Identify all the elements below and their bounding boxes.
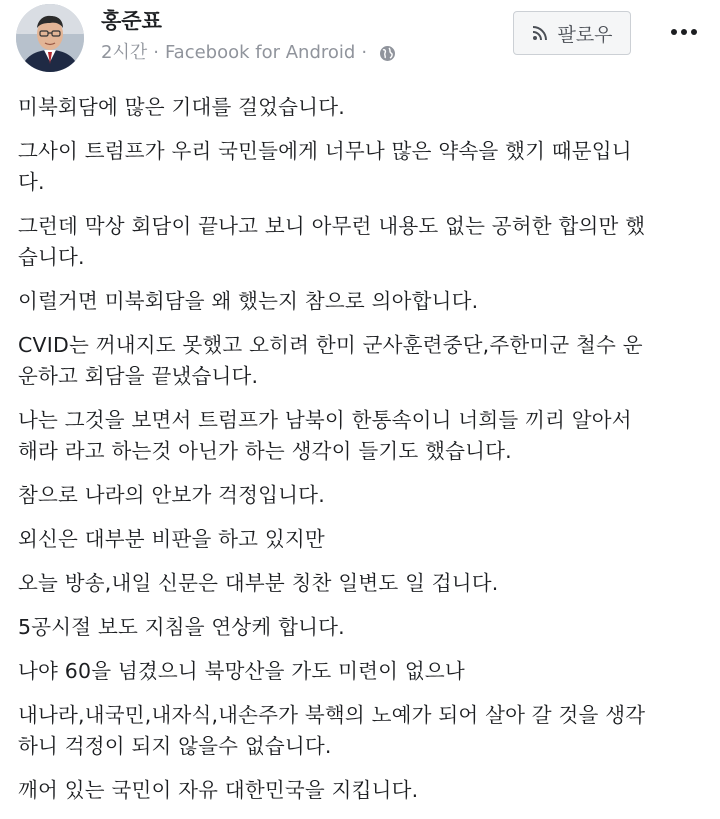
paragraph-line: CVID는 꺼내지도 못했고 오히려 한미 군사훈련중단,주한미군 철수 운 (18, 333, 643, 357)
post-paragraph (18, 92, 708, 123)
more-dot (671, 29, 677, 35)
post-paragraph (18, 136, 708, 198)
more-options-icon[interactable] (664, 19, 704, 45)
post-header (0, 0, 720, 88)
author-name[interactable]: 홍준표 (101, 9, 162, 33)
more-dot (691, 29, 697, 35)
post-paragraph (18, 700, 708, 762)
post-paragraph (18, 524, 708, 555)
post-paragraph (18, 568, 708, 599)
paragraph-line: 운하고 회담을 끝냈습니다. (18, 364, 259, 388)
paragraph-line: 그사이 트럼프가 우리 국민들에게 너무나 많은 약속을 했기 때문입니 (18, 139, 632, 163)
follow-label: 팔로우 (557, 23, 613, 46)
post-paragraph (18, 211, 708, 273)
paragraph-line: 다. (18, 170, 45, 194)
paragraph-line: 나는 그것을 보면서 트럼프가 남북이 한통속이니 너희들 끼리 알아서 (18, 408, 632, 432)
post-paragraph (18, 612, 708, 643)
paragraph-line: 5공시절 보도 지침을 연상케 합니다. (18, 615, 345, 639)
post-paragraph (18, 405, 708, 467)
more-dot (681, 29, 687, 35)
profile-photo-icon (16, 4, 84, 72)
paragraph-line: 나야 60을 넘겼으니 북망산을 가도 미련이 없으나 (18, 659, 465, 683)
meta-separator: · (361, 42, 368, 63)
post-paragraph (18, 656, 708, 687)
post-paragraph (18, 286, 708, 317)
post-meta (101, 40, 396, 66)
paragraph-line: 외신은 대부분 비판을 하고 있지만 (18, 527, 325, 551)
globe-icon (379, 45, 396, 62)
paragraph-line: 참으로 나라의 안보가 걱정입니다. (18, 483, 325, 507)
author-avatar[interactable] (16, 4, 84, 72)
meta-separator: · (153, 42, 159, 63)
post-paragraph (18, 480, 708, 511)
paragraph-line: 오늘 방송,내일 신문은 대부분 칭찬 일변도 일 겁니다. (18, 571, 499, 595)
paragraph-line: 습니다. (18, 245, 85, 269)
paragraph-line: 하니 걱정이 되지 않을수 없습니다. (18, 734, 332, 758)
paragraph-line: 미북회담에 많은 기대를 걸었습니다. (18, 95, 345, 119)
rss-icon (531, 24, 549, 42)
post-paragraph (18, 330, 708, 392)
follow-button[interactable] (513, 11, 631, 55)
post-body (18, 92, 708, 819)
paragraph-line: 그런데 막상 회담이 끝나고 보니 아무런 내용도 없는 공허한 합의만 했 (18, 214, 646, 238)
post-source: Facebook for Android (164, 42, 356, 63)
paragraph-line: 이럴거면 미북회담을 왜 했는지 참으로 의아합니다. (18, 289, 479, 313)
paragraph-line: 해라 라고 하는것 아닌가 하는 생각이 들기도 했습니다. (18, 439, 512, 463)
paragraph-line: 깨어 있는 국민이 자유 대한민국을 지킵니다. (18, 778, 419, 802)
paragraph-line: 내나라,내국민,내자식,내손주가 북핵의 노예가 되어 살아 갈 것을 생각 (18, 703, 646, 727)
post-paragraph (18, 775, 708, 806)
post-time[interactable]: 2시간 (101, 42, 148, 63)
